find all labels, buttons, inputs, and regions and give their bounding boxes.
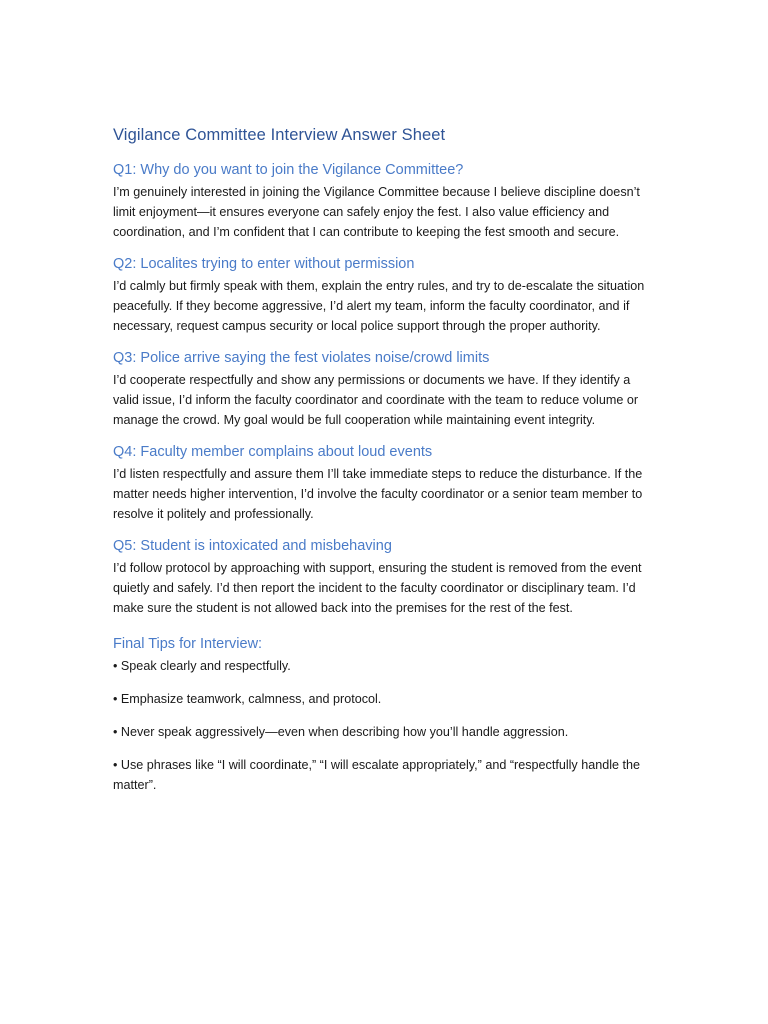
question-3-heading: Q3: Police arrive saying the fest violates noise/crowd limits [113, 350, 490, 366]
question-2 [113, 254, 658, 336]
final-tips-heading: Final Tips for Interview: [113, 636, 263, 652]
question-1 [113, 160, 658, 242]
tip-item: • Use phrases like “I will coordinate,” “I will escalate appropriately,” and “respectfully handle the matter”. [113, 758, 641, 792]
question-5-heading: Q5: Student is intoxicated and misbehaving [113, 538, 392, 554]
question-4 [113, 442, 658, 524]
final-tips [113, 634, 658, 795]
question-5 [113, 536, 658, 618]
question-2-answer: I’d calmly but firmly speak with them, explain the entry rules, and try to de-escalate the situation peacefully. If they become aggressive, I’d alert my team, inform the faculty coordinator, and if necessary, request campus security or local police support through the proper authority. [113, 279, 645, 333]
question-1-answer: I’m genuinely interested in joining the Vigilance Committee because I believe discipline doesn’t limit enjoyment—it ensures everyone can safely enjoy the fest. I also value efficiency and coordination, and I’m confident that I can contribute to keeping the fest smooth and secure. [113, 185, 640, 239]
document-page [113, 124, 658, 808]
tip-item: • Emphasize teamwork, calmness, and protocol. [113, 692, 382, 706]
question-4-answer: I’d listen respectfully and assure them I’ll take immediate steps to reduce the disturbance. If the matter needs higher intervention, I’d involve the faculty coordinator or a senior team member to resolve it politely and professionally. [113, 467, 643, 521]
question-3-answer: I’d cooperate respectfully and show any permissions or documents we have. If they identify a valid issue, I’d inform the faculty coordinator and coordinate with the team to reduce volume or manage the crowd. My goal would be full cooperation while maintaining event integrity. [113, 373, 639, 427]
document-title: Vigilance Committee Interview Answer Sheet [113, 126, 446, 144]
question-4-heading: Q4: Faculty member complains about loud events [113, 444, 433, 460]
question-5-answer: I’d follow protocol by approaching with support, ensuring the student is removed from the event quietly and safely. I’d then report the incident to the faculty coordinator or disciplinary team. I’d make sure the student is not allowed back into the premises for the rest of the fest. [113, 561, 642, 615]
question-3 [113, 348, 658, 430]
tip-item: • Never speak aggressively—even when describing how you’ll handle aggression. [113, 725, 569, 739]
tip-item: • Speak clearly and respectfully. [113, 659, 291, 673]
question-1-heading: Q1: Why do you want to join the Vigilance Committee? [113, 162, 464, 178]
question-2-heading: Q2: Localites trying to enter without permission [113, 256, 415, 272]
